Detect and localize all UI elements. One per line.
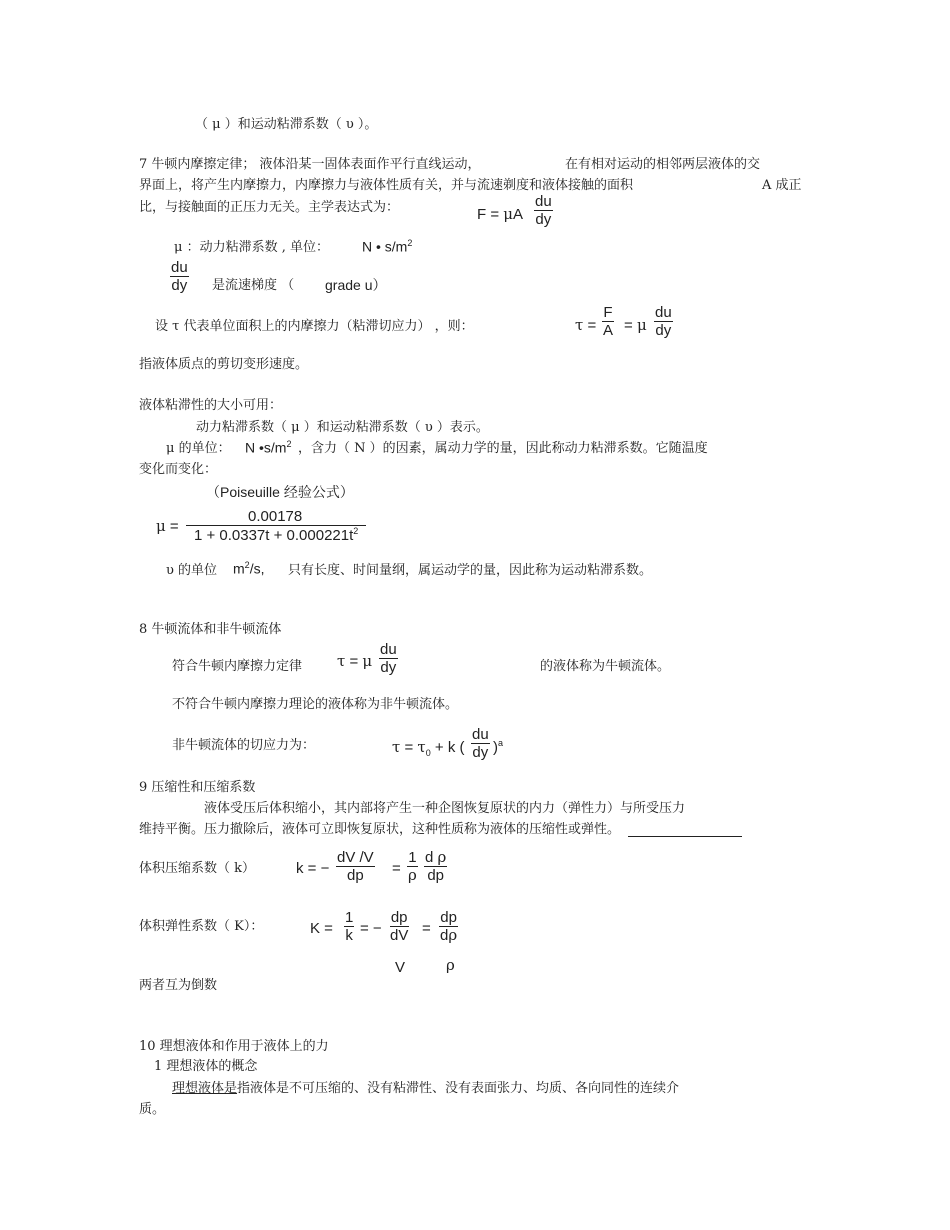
non-newton-fraction bbox=[471, 726, 490, 762]
fraction-numerator: 1 bbox=[408, 849, 417, 866]
unit-exponent: 2 bbox=[244, 560, 250, 570]
underlined-term: 理想液体是 bbox=[172, 1081, 238, 1096]
denominator-text: 1 + 0.0337t + 0.000221t bbox=[193, 527, 354, 545]
mu-symbol: μ bbox=[362, 652, 373, 670]
equals-2: = bbox=[392, 860, 401, 877]
s8-line2: 不符合牛顿内摩擦力理论的液体称为非牛顿流体。 bbox=[172, 697, 459, 712]
s8-title: 8 牛顿流体和非牛顿流体 bbox=[139, 622, 282, 637]
intro-line: （ μ ）和运动粘滞系数（ υ ）。 bbox=[195, 117, 378, 132]
fraction-numerator: F bbox=[603, 304, 613, 321]
K-symbol: K = bbox=[310, 920, 333, 937]
fraction-numerator: du bbox=[380, 641, 397, 658]
fraction-denominator: dy bbox=[535, 211, 552, 229]
s8-line1b: 的液体称为牛顿流体。 bbox=[540, 659, 671, 674]
unit-s: /s, bbox=[249, 560, 265, 577]
K-fraction-3 bbox=[439, 909, 458, 945]
fraction-numerator bbox=[424, 849, 447, 867]
exponent-a: a bbox=[498, 738, 504, 748]
gradient-symbol: grade u） bbox=[325, 277, 387, 293]
s10-para1 bbox=[172, 1081, 679, 1097]
fraction-denominator: dV bbox=[390, 927, 409, 945]
s8-line3: 非牛顿流体的切应力为： bbox=[172, 738, 316, 753]
equals-minus: = − bbox=[360, 920, 382, 937]
s8-fraction bbox=[379, 641, 398, 677]
mu-symbol: μ bbox=[156, 517, 166, 535]
rho-symbol: ρ bbox=[448, 926, 458, 945]
d-symbol: d bbox=[425, 849, 434, 866]
equals: = bbox=[587, 317, 597, 334]
k-label: 体积压缩系数（ k） bbox=[139, 861, 256, 876]
tau0-glyph: τ bbox=[417, 738, 426, 756]
tau-definition: 设 τ 代表单位面积上的内摩擦力（粘滞切应力） ，则： bbox=[155, 319, 474, 334]
poiseuille-label: （Poiseuille 经验公式） bbox=[206, 484, 354, 500]
K-fraction-2 bbox=[389, 909, 409, 945]
visc-intro: 液体粘滞性的大小可用： bbox=[139, 398, 283, 413]
fraction-denominator bbox=[193, 526, 359, 544]
fraction-du-dy bbox=[534, 193, 553, 229]
inverse-text: 两者互为倒数 bbox=[139, 978, 218, 993]
s10-title: 10 理想液体和作用于液体上的力 bbox=[139, 1039, 329, 1054]
visc-unit bbox=[245, 439, 291, 456]
mu-unit-text: N • s/m bbox=[362, 238, 408, 255]
mu-symbol: μ bbox=[636, 316, 647, 334]
s9-para1: 液体受压后体积缩小，其内部将产生一种企图恢复原状的内力（弹性力）与所受压力 bbox=[204, 801, 686, 816]
fraction-denominator: dy bbox=[655, 322, 672, 340]
poiseuille-mu bbox=[156, 517, 179, 535]
formula-text: F = bbox=[477, 206, 500, 223]
s9-para2: 维持平衡。压力撤除后，液体可立即恢复原状，这种性质称为液体的压缩性或弹性。 bbox=[139, 822, 621, 837]
fraction-numerator: du bbox=[655, 304, 672, 321]
k-fraction-1 bbox=[336, 849, 375, 885]
mu-definition: μ ：动力粘滞系数 , 单位： bbox=[174, 240, 329, 255]
s7-para-line1a: 7 牛顿内摩擦定律； 液体沿某一固体表面作平行直线运动， bbox=[139, 157, 481, 172]
equals-mu bbox=[624, 316, 647, 334]
K-label: 体积弹性系数（ K）： bbox=[139, 919, 264, 934]
s7-para-line1b: 在有相对运动的相邻两层液体的交 bbox=[565, 157, 761, 172]
tau-glyph: τ bbox=[392, 738, 401, 756]
rho-below: ρ bbox=[446, 956, 455, 974]
d-symbol: d bbox=[440, 927, 449, 945]
s10-para2: 质。 bbox=[139, 1102, 166, 1117]
nu-unit-a: υ 的单位 bbox=[166, 563, 218, 578]
non-newton-formula: $\tau = \tau_0 + k$ ( bbox=[392, 738, 465, 758]
formula-newton-left bbox=[477, 205, 523, 223]
fraction-numerator: 0.00178 bbox=[186, 508, 366, 526]
fraction-denominator: ρ bbox=[408, 866, 417, 885]
unit-m: m bbox=[233, 560, 245, 577]
unit-exponent: 2 bbox=[286, 439, 292, 449]
equals: = bbox=[169, 518, 179, 535]
fraction-denominator: dy bbox=[171, 277, 188, 295]
unit-text: N •s/m bbox=[245, 439, 287, 456]
poiseuille-fraction bbox=[186, 508, 366, 545]
underline-rule bbox=[628, 836, 742, 837]
s10-subtitle: 1 理想液体的概念 bbox=[154, 1059, 258, 1074]
tau-symbol bbox=[575, 316, 596, 334]
fraction-numerator: du bbox=[472, 726, 489, 743]
fraction-numerator: dV /V bbox=[337, 849, 374, 866]
fraction-gradient bbox=[170, 259, 189, 295]
para-text: 指液体是不可压缩的、没有粘滞性、没有表面张力、均质、各向同性的连续介 bbox=[237, 1081, 680, 1096]
fraction-denominator: dp bbox=[347, 867, 364, 885]
fraction-numerator: dp bbox=[390, 909, 408, 926]
s7-para-line2b: A 成正 bbox=[762, 178, 802, 193]
denominator-exponent: 2 bbox=[353, 526, 359, 537]
K-fraction-1 bbox=[344, 909, 354, 945]
nu-unit bbox=[233, 560, 264, 577]
fraction-numerator: dp bbox=[440, 909, 457, 926]
s8-line1: 符合牛顿内摩擦力定律 bbox=[172, 659, 303, 674]
rho-symbol: ρ bbox=[437, 848, 447, 866]
s9-title: 9 压缩性和压缩系数 bbox=[139, 780, 256, 795]
mu-unit bbox=[362, 238, 412, 255]
visc-line3b: ，含力（ N ）的因素，属动力学的量，因此称动力粘滞系数。它随温度 bbox=[298, 441, 708, 456]
k-fraction-2 bbox=[407, 849, 418, 885]
k-symbol: k ( bbox=[447, 739, 465, 756]
non-newton-close: )$^a$ bbox=[493, 738, 504, 756]
s7-para-line3: 比，与接触面的正压力无关。主学表达式为： bbox=[139, 200, 400, 215]
k-symbol: k = − bbox=[296, 860, 330, 877]
equals: = bbox=[624, 317, 633, 334]
k-fraction-3 bbox=[424, 849, 447, 885]
fraction-denominator: dy bbox=[380, 659, 397, 677]
visc-line3a: μ 的单位： bbox=[166, 441, 231, 456]
visc-line4: 变化而变化： bbox=[139, 462, 218, 477]
mu-symbol: μ bbox=[503, 205, 514, 223]
fraction-denominator: k bbox=[345, 927, 353, 945]
nu-unit-b: 只有长度、时间量纲，属运动学的量，因此称为运动粘滞系数。 bbox=[288, 563, 653, 578]
fraction-F-A bbox=[602, 304, 614, 340]
shear-rate-text: 指液体质点的剪切变形速度。 bbox=[139, 357, 309, 372]
equals-3: = bbox=[422, 920, 431, 937]
V-symbol: V bbox=[395, 959, 406, 976]
mu-unit-exponent: 2 bbox=[407, 238, 413, 248]
equals: = bbox=[349, 653, 359, 670]
gradient-text: 是流速梯度 （ bbox=[212, 278, 295, 293]
fraction-denominator: A bbox=[603, 322, 614, 340]
equals: = bbox=[404, 739, 414, 756]
fraction-denominator: dp bbox=[427, 867, 445, 885]
visc-line2: 动力粘滞系数（ μ ）和运动粘滞系数（ υ ）表示。 bbox=[196, 420, 489, 435]
fraction-denominator bbox=[439, 927, 458, 944]
fraction-denominator: dy bbox=[472, 744, 489, 762]
fraction-numerator: 1 bbox=[345, 909, 354, 926]
tau-glyph: τ bbox=[337, 652, 346, 670]
fraction-numerator: du bbox=[171, 259, 188, 276]
fraction-numerator: du bbox=[535, 193, 552, 210]
area-symbol: A bbox=[513, 206, 524, 223]
s7-para-line2a: 界面上，将产生内摩擦力，内摩擦力与液体性质有关，并与流速剃度和液体接触的面积 bbox=[139, 178, 634, 193]
s8-tau bbox=[337, 652, 372, 670]
tau-glyph: τ bbox=[575, 316, 584, 334]
fraction-du-dy-2 bbox=[654, 304, 673, 340]
